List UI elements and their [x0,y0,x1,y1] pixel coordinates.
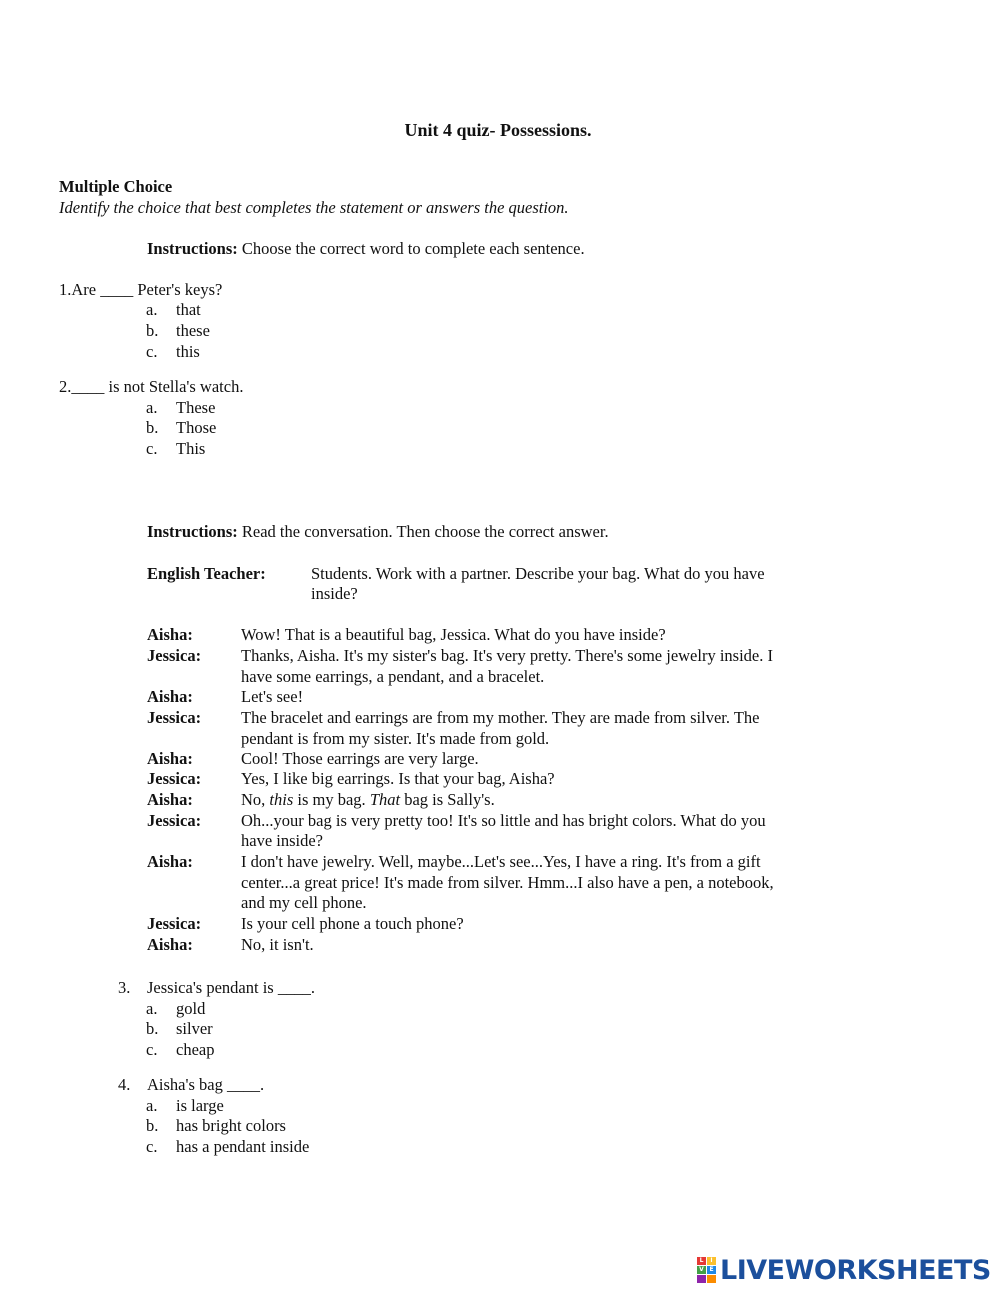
logo-block [697,1275,706,1283]
instructions-text: Choose the correct word to complete each sentence. [237,239,585,258]
teacher-line-2: inside? [311,584,358,603]
option-text: is large [176,1096,224,1115]
instructions-label: Instructions: [147,239,238,258]
dialogue-line: I don't have jewelry. Well, maybe...Let's see...Yes, I have a ring. It's from a gift [241,852,761,871]
text: is my bag. [293,790,370,809]
liveworksheets-logo [697,1255,991,1285]
option-text: These [176,398,216,417]
dialogue-speaker: Jessica: [147,811,202,830]
text: bag is Sally's. [400,790,495,809]
option-text: has bright colors [176,1116,286,1135]
logo-block: E [707,1266,716,1274]
logo-block [707,1275,716,1283]
option-letter: a. [146,999,158,1018]
dialogue-speaker: Jessica: [147,708,202,727]
logo-wordmark: LIVEWORKSHEETS [720,1254,991,1286]
logo-blocks-icon [697,1257,716,1283]
dialogue-line: Oh...your bag is very pretty too! It's so little and has bright colors. What do you [241,811,766,830]
dialogue-speaker: Aisha: [147,687,193,706]
dialogue-line: Is your cell phone a touch phone? [241,914,464,933]
question-3-number: 3. [118,978,131,997]
logo-block: V [697,1266,706,1274]
dialogue-line: have some earrings, a pendant, and a bracelet. [241,667,545,686]
option-text: gold [176,999,206,1018]
option-letter: a. [146,1096,158,1115]
emphasis: this [269,790,294,809]
teacher-speaker: English Teacher: [147,564,266,583]
dialogue-speaker: Jessica: [147,769,202,788]
dialogue-speaker: Aisha: [147,935,193,954]
dialogue-line: have inside? [241,831,324,850]
dialogue-line: Let's see! [241,687,304,706]
dialogue-line: Thanks, Aisha. It's my sister's bag. It's very pretty. There's some jewelry inside. I [241,646,773,665]
instructions-label: Instructions: [147,522,238,541]
option-text: this [176,342,200,361]
emphasis: That [369,790,401,809]
dialogue-speaker: Jessica: [147,646,202,665]
option-letter: b. [146,1019,159,1038]
question-4-text: Aisha's bag ____. [147,1075,265,1094]
dialogue-line: No, it isn't. [241,935,314,954]
logo-block: L [697,1257,706,1265]
dialogue-speaker: Aisha: [147,625,193,644]
option-text: has a pendant inside [176,1137,310,1156]
question-2-text: 2.____ is not Stella's watch. [59,377,244,396]
option-text: cheap [176,1040,215,1059]
option-letter: a. [146,398,158,417]
page-title: Unit 4 quiz- Possessions. [404,120,592,140]
section-subtitle: Identify the choice that best completes the statement or answers the question. [59,198,569,217]
question-4-number: 4. [118,1075,131,1094]
dialogue-line: and my cell phone. [241,893,367,912]
option-text: that [176,300,201,319]
dialogue-line: Wow! That is a beautiful bag, Jessica. What do you have inside? [241,625,666,644]
option-letter: c. [146,439,158,458]
instructions-1 [147,238,585,259]
dialogue-speaker: Jessica: [147,914,202,933]
option-letter: c. [146,342,158,361]
instructions-text: Read the conversation. Then choose the correct answer. [237,522,609,541]
option-text: silver [176,1019,213,1038]
option-letter: a. [146,300,158,319]
option-text: This [176,439,206,458]
dialogue-line: Cool! Those earrings are very large. [241,749,479,768]
dialogue-speaker: Aisha: [147,749,193,768]
option-letter: b. [146,1116,159,1135]
dialogue-line: Yes, I like big earrings. Is that your bag, Aisha? [241,769,555,788]
section-heading: Multiple Choice [59,177,173,196]
question-3-text: Jessica's pendant is ____. [147,978,315,997]
question-1-text: 1.Are ____ Peter's keys? [59,280,223,299]
option-letter: b. [146,418,159,437]
option-letter: b. [146,321,159,340]
instructions-2 [147,521,609,542]
option-text: these [176,321,210,340]
teacher-line-1: Students. Work with a partner. Describe your bag. What do you have [311,564,765,583]
option-letter: c. [146,1040,158,1059]
dialogue-speaker: Aisha: [147,852,193,871]
option-text: Those [176,418,217,437]
dialogue-line [241,789,495,810]
dialogue-line: pendant is from my sister. It's made from gold. [241,729,550,748]
dialogue-speaker: Aisha: [147,790,193,809]
logo-block: I [707,1257,716,1265]
text: No, [241,790,270,809]
dialogue-line: center...a great price! It's made from silver. Hmm...I also have a pen, a notebook, [241,873,774,892]
option-letter: c. [146,1137,158,1156]
dialogue-line: The bracelet and earrings are from my mother. They are made from silver. The [241,708,760,727]
